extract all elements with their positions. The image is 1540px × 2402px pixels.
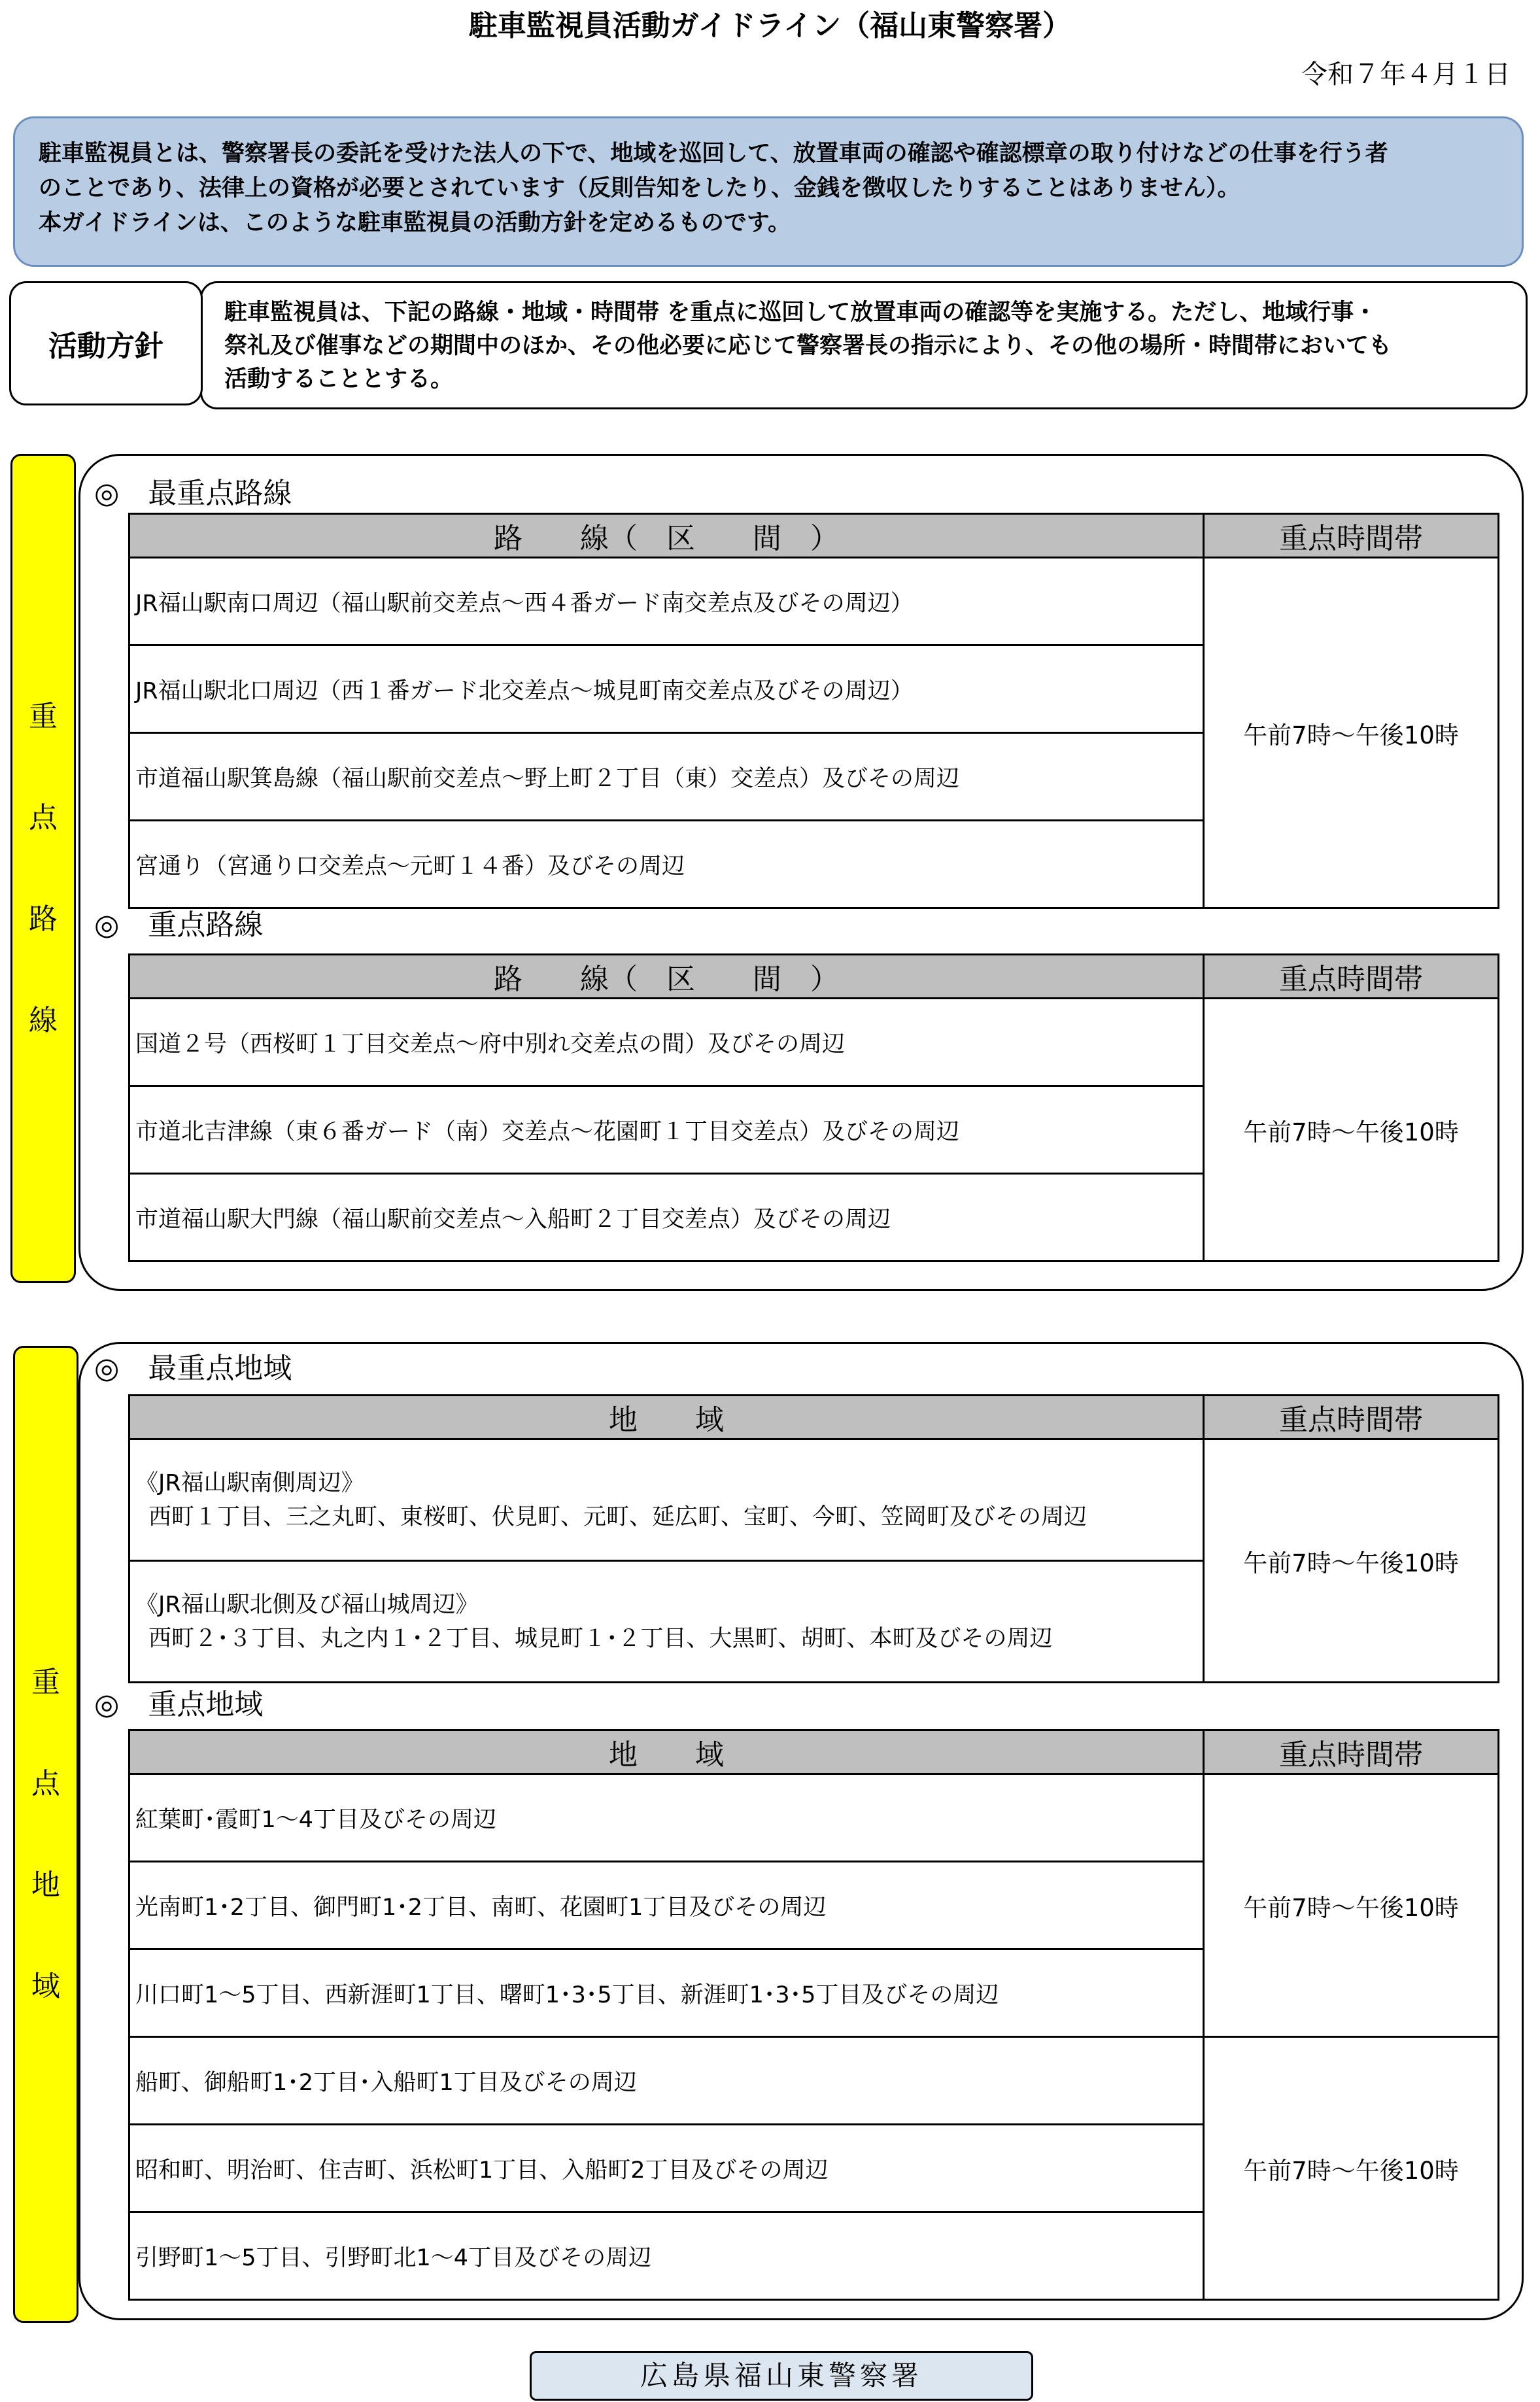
col-header-time: 重点時間帯 (1204, 514, 1499, 558)
table-row (129, 1439, 1204, 1561)
priority-areas-title: ◎ 重点地域 (94, 1688, 264, 1721)
time-cell: 午前7時～午後10時 (1204, 1439, 1499, 1683)
table-row (129, 1561, 1204, 1683)
time-cell: 午前7時～午後10時 (1204, 999, 1499, 1261)
side-char: 地 (31, 1868, 60, 1902)
top-routes-table (128, 513, 1499, 909)
col-header-area: 地 域 (129, 1396, 1204, 1439)
side-char: 路 (29, 902, 58, 936)
area-heading: 《JR福山駅北側及び福山城周辺》 (135, 1591, 479, 1618)
col-header-area: 地 域 (129, 1730, 1204, 1774)
area-heading: 《JR福山駅南側周辺》 (135, 1469, 364, 1496)
footer-police-station: 広島県福山東警察署 (530, 2351, 1033, 2401)
policy-line: 活動することとする。 (224, 366, 454, 392)
intro-line: 駐車監視員とは、警察署長の委託を受けた法人の下で、地域を巡回して、放置車両の確認や確認標章の取り付けなどの仕事を行う者 (39, 141, 1388, 167)
table-row: 光南町1･2丁目、御門町1･2丁目、南町、花園町1丁目及びその周辺 (129, 1862, 1204, 1949)
table-row: 紅葉町･霞町1～4丁目及びその周辺 (129, 1774, 1204, 1862)
policy-line: 祭礼及び催事などの期間中のほか、その他必要に応じて警察署長の指示により、その他の場所・時間帯においても (224, 333, 1392, 359)
table-row: 市道福山駅大門線（福山駅前交差点～入船町２丁目交差点）及びその周辺 (129, 1174, 1204, 1261)
col-header-route: 路 線（ 区 間 ） (129, 514, 1204, 558)
side-char: 重 (29, 700, 58, 733)
priority-routes-title: ◎ 重点路線 (94, 908, 264, 942)
area-list: 西町１丁目、三之丸町、東桜町、伏見町、元町、延広町、宝町、今町、笠岡町及びその周辺 (148, 1503, 1087, 1530)
table-row: JR福山駅北口周辺（西１番ガード北交差点～城見町南交差点及びその周辺） (129, 645, 1204, 733)
col-header-time: 重点時間帯 (1204, 955, 1499, 999)
col-header-time: 重点時間帯 (1204, 1396, 1499, 1439)
areas-side-label (13, 1346, 78, 2323)
table-row: 船町、御船町1･2丁目･入船町1丁目及びその周辺 (129, 2037, 1204, 2125)
priority-routes-table (128, 953, 1499, 1262)
policy-label: 活動方針 (9, 281, 203, 405)
intro-line: 本ガイドラインは、このような駐車監視員の活動方針を定めるものです。 (39, 210, 791, 236)
policy-text-box (200, 281, 1528, 409)
top-areas-table (128, 1394, 1499, 1683)
side-char: 点 (29, 801, 58, 834)
table-row: 宮通り（宮通り口交差点～元町１４番）及びその周辺 (129, 821, 1204, 908)
side-char: 点 (31, 1767, 60, 1800)
side-char: 重 (31, 1666, 60, 1699)
intro-box (13, 116, 1524, 267)
col-header-time: 重点時間帯 (1204, 1730, 1499, 1774)
table-row: 昭和町、明治町、住吉町、浜松町1丁目、入船町2丁目及びその周辺 (129, 2125, 1204, 2212)
issue-date: 令和７年４月１日 (1301, 60, 1511, 90)
time-cell: 午前7時～午後10時 (1204, 558, 1499, 908)
intro-line: のことであり、法律上の資格が必要とされています（反則告知をしたり、金銭を徴収したりすることはありません）。 (39, 175, 1241, 201)
top-routes-title: ◎ 最重点路線 (94, 477, 292, 510)
routes-side-label (10, 454, 76, 1283)
table-row: 引野町1～5丁目、引野町北1～4丁目及びその周辺 (129, 2212, 1204, 2300)
area-list: 西町２･３丁目、丸之内１･２丁目、城見町１･２丁目、大黒町、胡町、本町及びその周辺 (148, 1625, 1053, 1652)
top-areas-title: ◎ 最重点地域 (94, 1352, 292, 1385)
time-cell: 午前7時～午後10時 (1204, 1774, 1499, 2037)
table-row: 市道北吉津線（東６番ガード（南）交差点～花園町１丁目交差点）及びその周辺 (129, 1086, 1204, 1174)
table-row: 川口町1～5丁目、西新涯町1丁目、曙町1･3･5丁目、新涯町1･3･5丁目及びその周辺 (129, 1949, 1204, 2037)
side-char: 線 (29, 1004, 58, 1037)
page-title: 駐車監視員活動ガイドライン（福山東警察署） (468, 9, 1072, 43)
side-char: 域 (31, 1970, 60, 2003)
table-row: 市道福山駅箕島線（福山駅前交差点～野上町２丁目（東）交差点）及びその周辺 (129, 733, 1204, 821)
priority-areas-table (128, 1729, 1499, 2301)
policy-line: 駐車監視員は、下記の路線・地域・時間帯 を重点に巡回して放置車両の確認等を実施する。ただし、地域行事・ (224, 300, 1377, 326)
col-header-route: 路 線（ 区 間 ） (129, 955, 1204, 999)
time-cell: 午前7時～午後10時 (1204, 2037, 1499, 2300)
table-row: JR福山駅南口周辺（福山駅前交差点～西４番ガード南交差点及びその周辺） (129, 558, 1204, 645)
table-row: 国道２号（西桜町１丁目交差点～府中別れ交差点の間）及びその周辺 (129, 999, 1204, 1086)
